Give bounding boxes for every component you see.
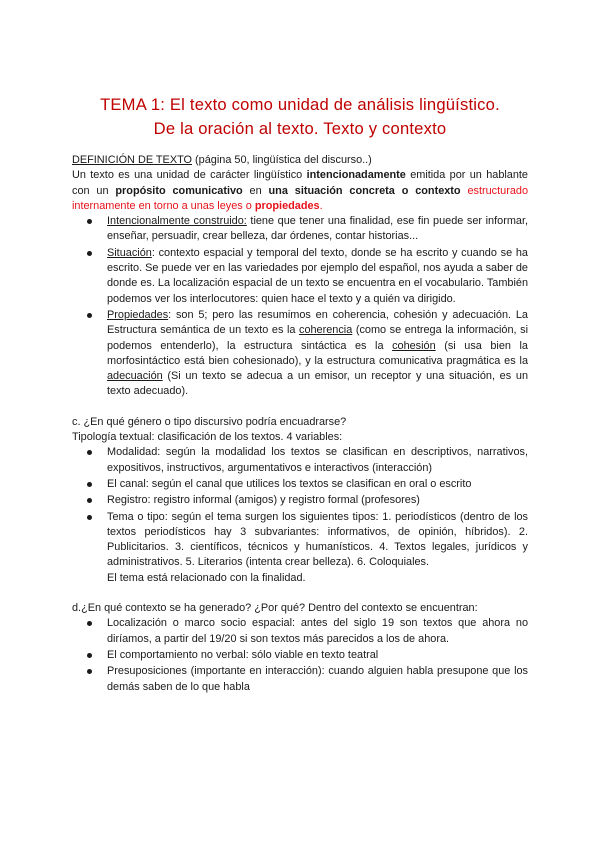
list-item — [107, 246, 528, 307]
item-text: : son 5; pero las resumimos en coherencia, cohesión y adecuación. La Estructura semántica de un texto es la — [107, 308, 528, 337]
intro-red-period: . — [319, 199, 323, 212]
item-text: (Si un texto se adecua a un emisor, un receptor y una situación, es un texto adecuado). — [107, 370, 528, 398]
definition-intro — [72, 168, 528, 214]
item-term: Situación — [107, 246, 152, 259]
list-item: Registro: registro informal (amigos) y registro formal (profesores) — [107, 493, 528, 508]
list-item: Localización o marco socio espacial: antes del siglo 19 son textos que ahora no diríamos, a partir del 19/20 si son textos más parecidos a los de ahora. — [107, 616, 528, 647]
title-line-1: TEMA 1: El texto como unidad de análisis lingüístico. — [100, 95, 500, 114]
list-item — [107, 510, 528, 586]
document-page — [72, 93, 528, 696]
item-underlined: cohesión — [392, 339, 436, 352]
genre-note: El tema está relacionado con la finalidad. — [107, 571, 306, 584]
definition-heading-note: (página 50, lingüística del discurso..) — [192, 154, 372, 166]
title-line-2: De la oración al texto. Texto y contexto — [153, 119, 447, 138]
list-item — [107, 308, 528, 400]
intro-text: Un texto es una unidad de carácter lingüístico — [72, 169, 307, 182]
item-term: Propiedades — [107, 308, 169, 321]
item-text: (si usa bien la morfosintáctico está bien cohesionado), y la estructura comunicativa pragmática es la — [107, 339, 528, 367]
item-text: Tema o tipo: según el tema surgen los siguientes tipos: 1. periodísticos (dentro de los textos periodísticos hay 3 subvariantes: informativos, de opinión, híbridos). 2. Publicitarios. 3. científicos, técnicos y humanísticos. 4. Textos legales, jurídicos y administrativos. 5. Literarios (intenta crear belleza). 6. Coloquiales. — [107, 510, 528, 569]
definition-heading: DEFINICIÓN DE TEXTO — [72, 154, 193, 166]
intro-bold-intencionadamente: intencionadamente — [306, 169, 406, 182]
document-title — [42, 93, 558, 141]
item-text: (como se entrega la información, si podemos entenderlo), la estructura sintáctica es la — [107, 324, 528, 352]
genre-typology: Tipología textual: clasificación de los textos. 4 variables: — [72, 431, 343, 444]
list-item — [107, 214, 528, 245]
genre-list — [72, 445, 528, 586]
list-item: Presuposiciones (importante en interacción): cuando alguien habla presupone que los demás saben de lo que habla — [107, 664, 528, 695]
intro-bold-situacion: una situación concreta o contexto — [268, 184, 461, 197]
intro-red-text: estructurado internamente en torno a unas leyes o — [72, 184, 528, 212]
intro-red-bold-propiedades: propiedades — [254, 199, 320, 212]
context-list — [72, 616, 528, 694]
genre-question: c. ¿En qué género o tipo discursivo podría encuadrarse? — [72, 415, 347, 428]
list-item: El canal: según el canal que utilices los textos se clasifican en oral o escrito — [107, 477, 528, 492]
item-term: Intencionalmente construido: — [107, 215, 247, 228]
item-text: tiene que tener una finalidad, ese fin puede ser informar, enseñar, persuadir, crear belleza, dar órdenes, contar historias... — [107, 215, 528, 243]
item-underlined: adecuación — [107, 370, 163, 383]
list-item: Modalidad: según la modalidad los textos se clasifican en descriptivos, narrativos, expositivos, instructivos, argumentativos e interactivos (interacción) — [107, 445, 528, 476]
item-text: : contexto espacial y temporal del texto, donde se ha escrito y cuando se ha escrito. Se puede ver en las variedades por ejemplo del español, nos ayuda a saber de donde es. La localización espacial de un texto se encuentra en el vocabulario. También podemos ver los interlocutores: quien hace el texto y a quién va dirigido. — [107, 246, 528, 305]
definition-list — [72, 214, 528, 400]
item-underlined: coherencia — [299, 324, 353, 337]
context-question: d.¿En qué contexto se ha generado? ¿Por qué? Dentro del contexto se encuentran: — [72, 602, 478, 615]
intro-text: en — [242, 184, 269, 197]
intro-bold-proposito: propósito comunicativo — [115, 184, 243, 197]
list-item: El comportamiento no verbal: sólo viable en texto teatral — [107, 648, 528, 663]
intro-text: emitida por un hablante con un — [72, 169, 528, 197]
definition-heading-line — [72, 153, 528, 168]
